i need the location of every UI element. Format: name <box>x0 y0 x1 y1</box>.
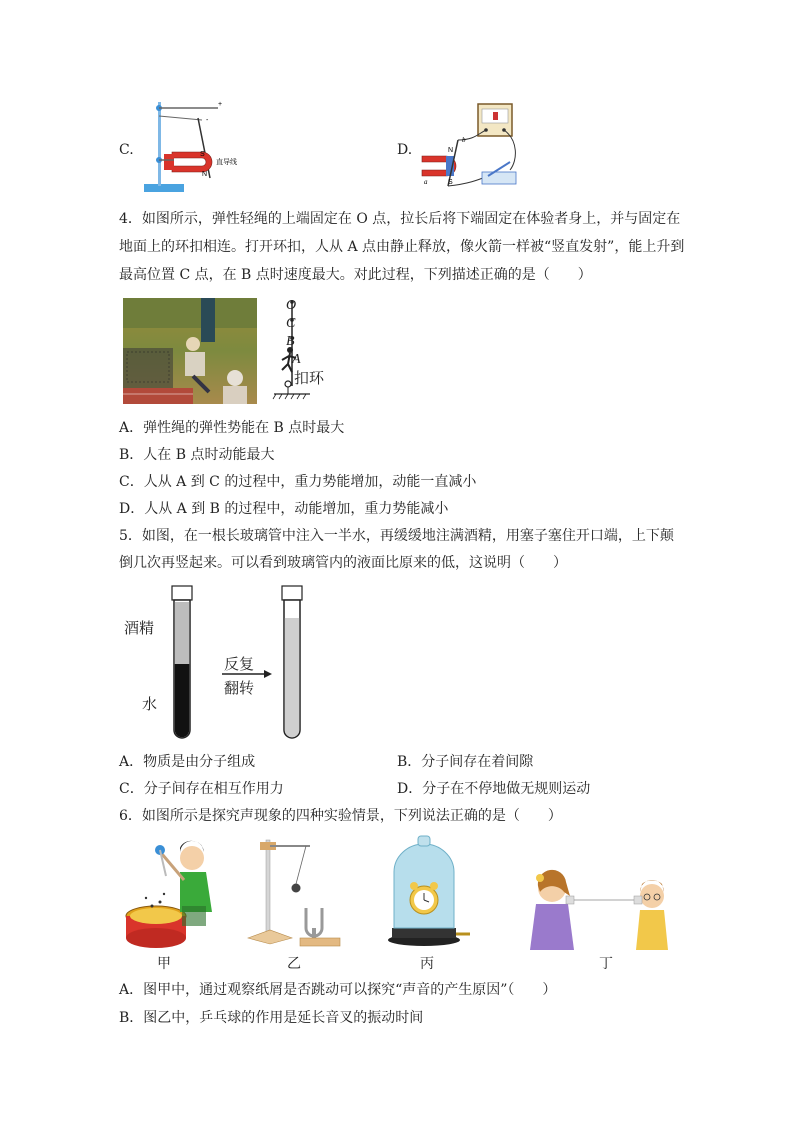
q6-figure-yi-tuning-fork <box>246 834 350 950</box>
q4-label-c: C <box>286 316 296 331</box>
q5-option-d: D．分子在不停地做无规则运动 <box>397 781 591 797</box>
q4-label-a: A <box>292 352 301 367</box>
q5-label-alcohol: 酒精 <box>124 619 155 637</box>
q6-option-b: B．图乙中，乒乓球的作用是延长音叉的振动时间 <box>119 1010 424 1026</box>
q6-stem-line1: 6．如图所示是探究声现象的四种实验情景，下列说法正确的是（ ） <box>119 808 562 824</box>
q4-label-b: B <box>286 334 295 349</box>
q3-figure-d-a: a <box>424 178 428 186</box>
q3-figure-d-s: S <box>448 179 453 186</box>
q3-figure-c-plus: + <box>218 101 223 108</box>
q5-label-water: 水 <box>142 695 158 713</box>
q4-option-b: B．人在 B 点时动能最大 <box>119 447 275 463</box>
q4-stem-line1: 4．如图所示，弹性轻绳的上端固定在 O 点，拉长后将下端固定在体验者身上，并与固定在 <box>119 211 681 227</box>
q4-photo-bungee <box>123 298 257 404</box>
q3-figure-d-n: N <box>448 147 454 154</box>
q6-figure-jia-drum <box>124 836 224 952</box>
q5-arrow-label-bottom: 翻转 <box>224 679 255 697</box>
q6-caption-bing: 丙 <box>420 956 434 972</box>
q3-figure-d <box>418 100 528 192</box>
q3-figure-d-b: b <box>462 136 466 144</box>
q5-arrow-label-top: 反复 <box>224 655 255 673</box>
q4-option-a: A．弹性绳的弹性势能在 B 点时最大 <box>119 420 345 436</box>
q5-stem-line1: 5．如图，在一根长玻璃管中注入一半水，再缓缓地注满酒精，用塞子塞住开口端，上下颠 <box>119 528 674 544</box>
q3-option-c-label: C. <box>119 142 134 158</box>
q3-figure-c-wire-label: 直导线 <box>216 158 237 166</box>
q5-figure-tubes <box>160 582 360 742</box>
q5-option-a: A．物质是由分子组成 <box>119 754 256 770</box>
q3-figure-c-n: N <box>202 171 208 178</box>
q6-figure-ding-string-phone <box>526 860 676 960</box>
q4-stem-line3: 最高位置 C 点，在 B 点时速度最大。对此过程，下列描述正确的是（ ） <box>119 267 592 283</box>
q3-figure-c <box>138 96 278 196</box>
q6-caption-jia: 甲 <box>157 956 171 972</box>
q4-label-buckle: 扣环 <box>294 369 325 387</box>
q3-option-d-label: D. <box>397 142 413 158</box>
q5-stem-line2: 倒几次再竖起来。可以看到玻璃管内的液面比原来的低，这说明（ ） <box>119 555 567 571</box>
q6-figure-bing-bell-jar <box>384 834 480 950</box>
q6-option-a: A．图甲中，通过观察纸屑是否跳动可以探究“声音的产生原因”（ ） <box>119 982 557 998</box>
q5-option-b: B．分子间存在着间隙 <box>397 754 534 770</box>
q6-caption-yi: 乙 <box>287 956 301 972</box>
q6-caption-ding: 丁 <box>599 956 613 972</box>
q5-option-c: C．分子间存在相互作用力 <box>119 781 284 797</box>
q4-stem-line2: 地面上的环扣相连。打开环扣，人从 A 点由静止释放，像火箭一样被“竖直发射”，能上升到 <box>119 239 685 255</box>
q4-label-o: O <box>286 298 297 313</box>
q3-figure-c-minus: - <box>206 117 209 124</box>
q4-option-c: C．人从 A 到 C 的过程中，重力势能增加，动能一直减小 <box>119 474 477 490</box>
q3-figure-c-s: S <box>200 151 205 158</box>
q4-option-d: D．人从 A 到 B 的过程中，动能增加，重力势能减小 <box>119 501 449 517</box>
